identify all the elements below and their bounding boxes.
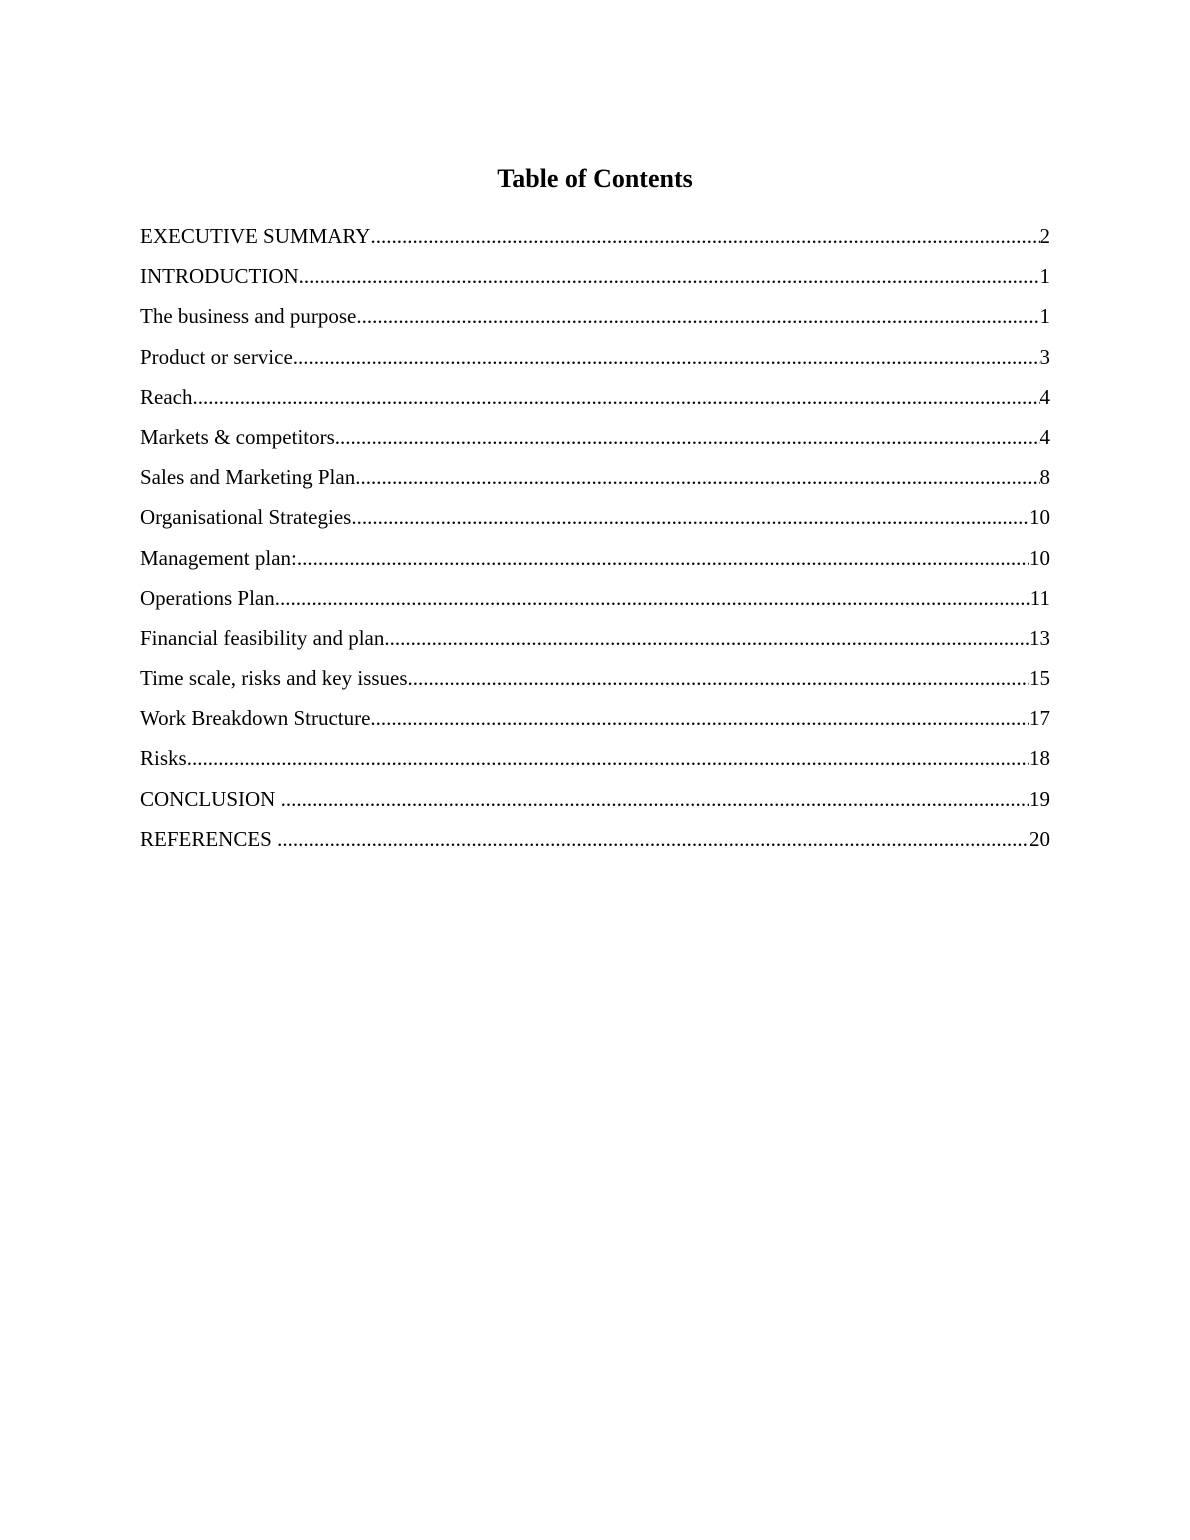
- toc-entry-page: 10: [1029, 505, 1050, 530]
- toc-entry-page: 4: [1039, 384, 1050, 409]
- toc-dot-leader: [297, 542, 1029, 574]
- toc-entry[interactable]: [140, 300, 1050, 340]
- toc-entry[interactable]: [140, 501, 1050, 541]
- toc-entry-page: 15: [1029, 666, 1050, 691]
- toc-entry[interactable]: [140, 662, 1050, 702]
- toc-dot-leader: [335, 421, 1040, 453]
- toc-entry[interactable]: [140, 823, 1050, 863]
- toc-dot-leader: [275, 582, 1030, 614]
- toc-dot-leader: [384, 622, 1029, 654]
- toc-entry-label: Sales and Marketing Plan: [140, 465, 356, 490]
- toc-dot-leader: [370, 220, 1039, 252]
- toc-dot-leader: [356, 300, 1039, 332]
- toc-entry-page: 20: [1029, 826, 1050, 851]
- toc-entry-page: 18: [1029, 746, 1050, 771]
- toc-entry-label: Product or service: [140, 344, 293, 369]
- toc-entry-page: 13: [1029, 625, 1050, 650]
- toc-entry-label: Operations Plan: [140, 585, 275, 610]
- toc-dot-leader: [351, 501, 1029, 533]
- toc-entry[interactable]: [140, 582, 1050, 622]
- toc-dot-leader: [187, 742, 1029, 774]
- toc-entry-page: 2: [1039, 224, 1050, 248]
- toc-title: Table of Contents: [497, 164, 693, 193]
- toc-entry-label: Work Breakdown Structure: [140, 706, 371, 731]
- toc-entry-label: Risks: [140, 746, 187, 771]
- toc-entry[interactable]: [140, 783, 1050, 823]
- toc-entry-page: 17: [1029, 706, 1050, 731]
- toc-list: [140, 220, 1050, 863]
- toc-entry-page: 3: [1039, 344, 1050, 369]
- toc-entry-page: 10: [1029, 545, 1050, 570]
- toc-entry[interactable]: [140, 461, 1050, 501]
- toc-entry-label: Reach: [140, 384, 193, 409]
- toc-entry[interactable]: [140, 260, 1050, 300]
- toc-entry-label: Markets & competitors: [140, 424, 335, 449]
- toc-entry[interactable]: [140, 341, 1050, 381]
- toc-dot-leader: [299, 260, 1040, 292]
- toc-dot-leader: [192, 381, 1039, 413]
- toc-entry[interactable]: [140, 622, 1050, 662]
- toc-entry-label: EXECUTIVE SUMMARY: [140, 224, 371, 248]
- toc-entry[interactable]: [140, 421, 1050, 461]
- toc-entry-label: Financial feasibility and plan: [140, 625, 385, 650]
- toc-dot-leader: [281, 783, 1029, 815]
- toc-dot-leader: [277, 823, 1029, 855]
- toc-entry-label: Time scale, risks and key issues: [140, 666, 408, 691]
- toc-entry-label: CONCLUSION: [140, 786, 281, 811]
- toc-dot-leader: [370, 702, 1029, 734]
- toc-entry[interactable]: [140, 702, 1050, 742]
- toc-entry-page: 1: [1039, 264, 1050, 289]
- toc-entry-page: 4: [1039, 424, 1050, 449]
- toc-entry[interactable]: [140, 542, 1050, 582]
- toc-entry-page: 11: [1029, 585, 1050, 610]
- toc-entry-label: Management plan:: [140, 545, 297, 570]
- toc-entry-label: Organisational Strategies: [140, 505, 352, 530]
- toc-dot-leader: [408, 662, 1029, 694]
- toc-entry[interactable]: [140, 220, 1050, 260]
- toc-entry[interactable]: [140, 381, 1050, 421]
- toc-entry-label: REFERENCES: [140, 826, 278, 851]
- toc-dot-leader: [355, 461, 1039, 493]
- toc-entry-page: 8: [1039, 465, 1050, 490]
- toc-entry-label: The business and purpose: [140, 304, 357, 329]
- toc-dot-leader: [293, 341, 1040, 373]
- toc-entry[interactable]: [140, 742, 1050, 782]
- toc-entry-label: INTRODUCTION: [140, 264, 299, 289]
- toc-entry-page: 1: [1039, 304, 1050, 329]
- toc-entry-page: 19: [1029, 786, 1050, 811]
